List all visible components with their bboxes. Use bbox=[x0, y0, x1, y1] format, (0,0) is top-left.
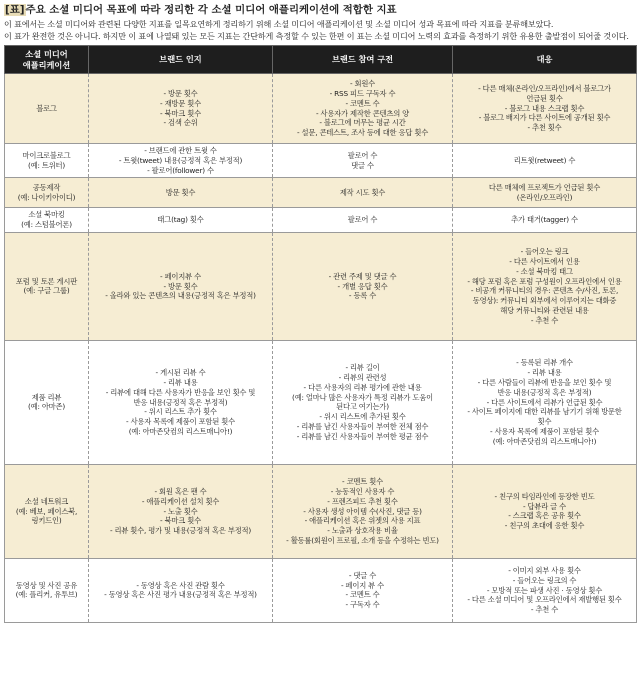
cell-text-line: 반응 내용(긍정적 혹은 부정적) bbox=[497, 387, 592, 397]
cell-text-line: - 개별 응답 횟수 bbox=[337, 281, 388, 291]
cell-text-line: 추가 태거(tagger) 수 bbox=[511, 215, 578, 225]
cell-text-line: 댓글 수 bbox=[351, 160, 374, 170]
caption-title: 주요 소셜 미디어 목표에 따라 정리한 각 소셜 미디어 애플리케이션에 적합한 지표 bbox=[25, 4, 397, 16]
application-cell bbox=[5, 178, 89, 208]
header-application-line: 소셜 미디어 bbox=[25, 48, 68, 59]
cell-text-line: 포럼 및 토론 게시판 bbox=[15, 276, 78, 286]
cell-text-line: - 등록된 리뷰 개수 bbox=[516, 358, 573, 368]
caption-tag: [표] bbox=[5, 4, 25, 16]
header-application bbox=[5, 46, 89, 74]
header-brand-engagement: 브랜드 참여 구전 bbox=[273, 46, 453, 74]
cell-text-line: - 들어오는 링크 bbox=[520, 247, 569, 257]
cell-text-line: - 프렌즈피드 추천 횟수 bbox=[327, 496, 398, 506]
table-caption bbox=[4, 3, 636, 18]
cell-text-line: - 구독자 수 bbox=[345, 600, 380, 610]
header-response: 대응 bbox=[453, 46, 637, 74]
cell-text-line: - 노출과 상호작용 비율 bbox=[327, 526, 398, 536]
cell-text-line: - 리뷰를 남긴 사용자들이 부여한 전체 점수 bbox=[296, 422, 429, 432]
cell-text-line: 방문 횟수 bbox=[165, 187, 196, 197]
cell-text-line: - 사용자 생성 아이템 수(사진, 댓글 등) bbox=[303, 506, 422, 516]
cell-text-line: (예: 아마존) bbox=[27, 402, 66, 412]
cell-text-line: - 코멘트 수 bbox=[345, 98, 380, 108]
cell-text-line: - 다른 사람들이 리뷰에 반응을 보인 횟수 및 bbox=[477, 377, 612, 387]
cell-text-line: 태그(tag) 횟수 bbox=[157, 215, 204, 225]
cell-text-line: - 팔로어(follower) 수 bbox=[147, 165, 214, 175]
table-row bbox=[5, 144, 637, 178]
cell-text-line: 리트윗(retweet) 수 bbox=[513, 155, 576, 165]
cell-text-line: - 등록 수 bbox=[348, 291, 377, 301]
cell-text-line: - 리뷰 길이 bbox=[345, 363, 380, 373]
application-cell bbox=[5, 144, 89, 178]
brand-engagement-cell bbox=[273, 208, 453, 233]
table-row bbox=[5, 340, 637, 464]
application-cell bbox=[5, 74, 89, 144]
cell-text-line: - 리뷰 내용 bbox=[527, 368, 562, 378]
cell-text-line: 공동제작 bbox=[32, 183, 61, 193]
cell-text-line: 팔로어 수 bbox=[347, 215, 378, 225]
response-cell bbox=[453, 74, 637, 144]
cell-text-line: - 들어오는 링크의 수 bbox=[512, 575, 577, 585]
cell-text-line: - 애플리케이션 설치 횟수 bbox=[141, 496, 220, 506]
cell-text-line: - 비공개 커뮤니티의 경우: 콘텐츠 수/사진, 토론, bbox=[470, 286, 619, 296]
cell-text-line: - 코멘트 수 bbox=[345, 590, 380, 600]
cell-text-line: - 설문, 콘테스트, 조사 등에 대한 응답 횟수 bbox=[296, 128, 429, 138]
cell-text-line: (예: 트위터) bbox=[27, 160, 66, 170]
cell-text-line: - 북마크 횟수 bbox=[160, 516, 201, 526]
application-cell bbox=[5, 208, 89, 233]
cell-text-line: 제품 리뷰 bbox=[31, 392, 62, 402]
cell-text-line: - 검색 순위 bbox=[163, 118, 198, 128]
response-cell bbox=[453, 340, 637, 464]
cell-text-line: - 다른 사이트에서 리뷰가 언급된 횟수 bbox=[486, 397, 603, 407]
cell-text-line: 횟수 bbox=[537, 417, 552, 427]
table-row bbox=[5, 208, 637, 233]
cell-text-line: (예: 구글 그룹) bbox=[23, 286, 70, 296]
cell-text-line: - 해당 포럼 혹은 포럼 구성원이 오프라인에서 인용 bbox=[467, 276, 622, 286]
application-cell bbox=[5, 464, 89, 558]
cell-text-line: - 블로그 배지가 다른 사이트에 공개된 횟수 bbox=[478, 113, 611, 123]
cell-text-line: - 활동률(회원이 프로필, 소개 등을 수정하는 빈도) bbox=[286, 535, 439, 545]
header-brand-awareness: 브랜드 인지 bbox=[89, 46, 273, 74]
cell-text-line: - 능동적인 사용자 수 bbox=[330, 486, 395, 496]
cell-text-line: 소셜 네트워크 bbox=[24, 496, 69, 506]
cell-text-line: 마이크로블로그 bbox=[22, 150, 71, 160]
table-row bbox=[5, 178, 637, 208]
cell-text-line: - 애플리케이션 혹은 위젯의 사용 지표 bbox=[304, 516, 421, 526]
cell-text-line: (온라인/오프라인) bbox=[516, 192, 573, 202]
cell-text-line: - 추천 횟수 bbox=[527, 123, 562, 133]
cell-text-line: - 코멘트 횟수 bbox=[342, 477, 383, 487]
cell-text-line: 다른 매체에 프로젝트가 언급된 횟수 bbox=[488, 183, 601, 193]
cell-text-line: - 페이지뷰 수 bbox=[160, 271, 201, 281]
cell-text-line: - 친구의 타임라인에 등장한 빈도 bbox=[494, 491, 595, 501]
application-cell bbox=[5, 232, 89, 340]
cell-text-line: - RSS 피드 구독자 수 bbox=[329, 88, 396, 98]
cell-text-line: - 다른 소셜 미디어 및 오프라인에서 재발행된 횟수 bbox=[467, 595, 622, 605]
response-cell bbox=[453, 558, 637, 622]
cell-text-line: - 블로그 내용 스크랩 횟수 bbox=[504, 103, 585, 113]
response-cell bbox=[453, 464, 637, 558]
cell-text-line: (예: 나이키아이디) bbox=[17, 192, 76, 202]
cell-text-line: - 추천 수 bbox=[530, 315, 559, 325]
cell-text-line: 소셜 북마킹 bbox=[28, 210, 65, 220]
brand-engagement-cell bbox=[273, 558, 453, 622]
cell-text-line: - 추천 수 bbox=[530, 605, 559, 615]
cell-text-line: - 모방적 또는 파생 사진 · 동영상 횟수 bbox=[486, 585, 603, 595]
cell-text-line: 동영상 및 사진 공유 bbox=[15, 580, 78, 590]
cell-text-line: - 스크랩 혹은 공유 횟수 bbox=[508, 511, 581, 521]
brand-engagement-cell bbox=[273, 232, 453, 340]
cell-text-line: - 회원수 bbox=[349, 79, 376, 89]
cell-text-line: - 리뷰의 관련성 bbox=[338, 373, 387, 383]
cell-text-line: - 북마크 횟수 bbox=[160, 108, 201, 118]
cell-text-line: - 노출 횟수 bbox=[163, 506, 198, 516]
metrics-table bbox=[4, 45, 637, 623]
brand-awareness-cell bbox=[89, 74, 273, 144]
cell-text-line: 해당 커뮤니티와 관련된 내용 bbox=[500, 306, 589, 316]
cell-text-line: - 동영상 혹은 사진 평가 내용(긍정적 혹은 부정적) bbox=[104, 590, 257, 600]
cell-text-line: - 위시 리스트에 추가된 횟수 bbox=[319, 412, 406, 422]
table-row bbox=[5, 232, 637, 340]
cell-text-line: - 리뷰를 남긴 사용자들이 부여한 평균 점수 bbox=[296, 431, 429, 441]
cell-text-line: 제작 시도 횟수 bbox=[339, 187, 386, 197]
cell-text-line: 된다고 여기는가) bbox=[336, 402, 389, 412]
cell-text-line: - 댓글 수 bbox=[348, 570, 377, 580]
response-cell bbox=[453, 144, 637, 178]
cell-text-line: - 올라와 있는 콘텐츠의 내용(긍정적 혹은 부정적) bbox=[105, 291, 256, 301]
brand-awareness-cell bbox=[89, 558, 273, 622]
brand-engagement-cell bbox=[273, 340, 453, 464]
cell-text-line: - 리뷰 내용 bbox=[163, 377, 198, 387]
intro-line-2: 이 표가 완전한 것은 아니다. 하지만 이 표에 나열돼 있는 모든 지표는 간단하게 측정할 수 있는 한편 이 표는 소셜 미디어 노력의 효과를 측정하기 위한 유용한 출발점이 되어줄 것이다. bbox=[4, 31, 629, 41]
brand-awareness-cell bbox=[89, 340, 273, 464]
cell-text-line: - 다른 사이트에서 인용 bbox=[509, 257, 580, 267]
table-row bbox=[5, 74, 637, 144]
cell-text-line: - 다른 사용자의 리뷰 평가에 관한 내용 bbox=[303, 382, 422, 392]
response-cell bbox=[453, 178, 637, 208]
brand-awareness-cell bbox=[89, 232, 273, 340]
cell-text-line: (예: 얼마나 많은 사용자가 특정 리뷰가 도움이 bbox=[292, 392, 433, 402]
cell-text-line: - 트윗(tweet) 내용(긍정적 혹은 부정적) bbox=[118, 155, 243, 165]
cell-text-line: - 위시 리스트 추가 횟수 bbox=[144, 407, 217, 417]
cell-text-line: - 친구의 초대에 응한 횟수 bbox=[504, 521, 585, 531]
cell-text-line: (예: 아마존닷컴의 리스트매니아!) bbox=[128, 426, 233, 436]
response-cell bbox=[453, 208, 637, 233]
table-row bbox=[5, 464, 637, 558]
cell-text-line: - 사용자 목록에 제품이 포함된 횟수 bbox=[126, 417, 235, 427]
application-cell bbox=[5, 558, 89, 622]
cell-text-line: - 회원 혹은 팬 수 bbox=[154, 486, 207, 496]
cell-text-line: - 답뷰라 글 수 bbox=[522, 501, 567, 511]
cell-text-line: - 동영상 혹은 사진 관람 횟수 bbox=[136, 580, 225, 590]
response-cell bbox=[453, 232, 637, 340]
header-application-line: 애플리케이션 bbox=[22, 59, 71, 70]
cell-text-line: (예: 아마존닷컴의 리스트매니아!) bbox=[492, 436, 597, 446]
brand-awareness-cell bbox=[89, 464, 273, 558]
intro-line-1: 이 표에서는 소셜 미디어와 관련된 다양한 지표를 일목요연하게 정리하기 위해 소셜 미디어 애플리케이션 및 소셜 미디어 성과 목표에 따라 지표를 분류해보았다. bbox=[4, 19, 554, 29]
cell-text-line: (예: 스텀블어폰) bbox=[21, 220, 72, 230]
cell-text-line: - 관련 주제 및 댓글 수 bbox=[328, 271, 397, 281]
application-cell bbox=[5, 340, 89, 464]
cell-text-line: - 사이트 페이지에 대한 리뷰를 남기기 위해 방문한 bbox=[467, 407, 622, 417]
cell-text-line: 블로그 bbox=[36, 103, 57, 113]
cell-text-line: - 다른 매체(온라인/오프라인)에서 블로그가 bbox=[478, 84, 611, 93]
brand-awareness-cell bbox=[89, 178, 273, 208]
cell-text-line: 링키드인) bbox=[31, 516, 62, 526]
cell-text-line: (예: 베보, 페이스북, bbox=[15, 506, 78, 516]
cell-text-line: - 방문 횟수 bbox=[163, 281, 198, 291]
cell-text-line: - 사용자 목록에 제품이 포함된 횟수 bbox=[490, 426, 599, 436]
table-body bbox=[5, 74, 637, 623]
cell-text-line: 팔로어 수 bbox=[347, 150, 378, 160]
header-row bbox=[5, 46, 637, 74]
cell-text-line: - 페이지 뷰 수 bbox=[340, 580, 385, 590]
brand-engagement-cell bbox=[273, 144, 453, 178]
cell-text-line: - 이미지 외부 사용 횟수 bbox=[508, 565, 581, 575]
cell-text-line: - 리뷰에 대해 다른 사용자가 반응을 보인 횟수 및 bbox=[105, 387, 256, 397]
cell-text-line: - 브랜드에 관한 트윗 수 bbox=[144, 146, 217, 155]
brand-engagement-cell bbox=[273, 178, 453, 208]
cell-text-line: - 재방문 횟수 bbox=[160, 98, 201, 108]
brand-engagement-cell bbox=[273, 74, 453, 144]
cell-text-line: 동영상): 커뮤니티 외부에서 이루어지는 대화중 bbox=[472, 296, 617, 306]
cell-text-line: (예: 플리커, 유투브) bbox=[15, 590, 78, 600]
brand-awareness-cell bbox=[89, 144, 273, 178]
cell-text-line: 반응 내용(긍정적 혹은 부정적) bbox=[133, 397, 228, 407]
cell-text-line: 언급된 횟수 bbox=[526, 93, 563, 103]
cell-text-line: - 블로그에 머무는 평균 시간 bbox=[319, 118, 406, 128]
cell-text-line: - 사용자가 제작한 콘텐츠의 양 bbox=[315, 108, 410, 118]
table-row bbox=[5, 558, 637, 622]
cell-text-line: - 리뷰 횟수, 평가 및 내용(긍정적 혹은 부정적) bbox=[109, 526, 252, 536]
brand-engagement-cell bbox=[273, 464, 453, 558]
cell-text-line: - 소셜 북마킹 태그 bbox=[516, 266, 573, 276]
cell-text-line: - 게시된 리뷰 수 bbox=[155, 368, 206, 378]
cell-text-line: - 방문 횟수 bbox=[163, 88, 198, 98]
brand-awareness-cell bbox=[89, 208, 273, 233]
